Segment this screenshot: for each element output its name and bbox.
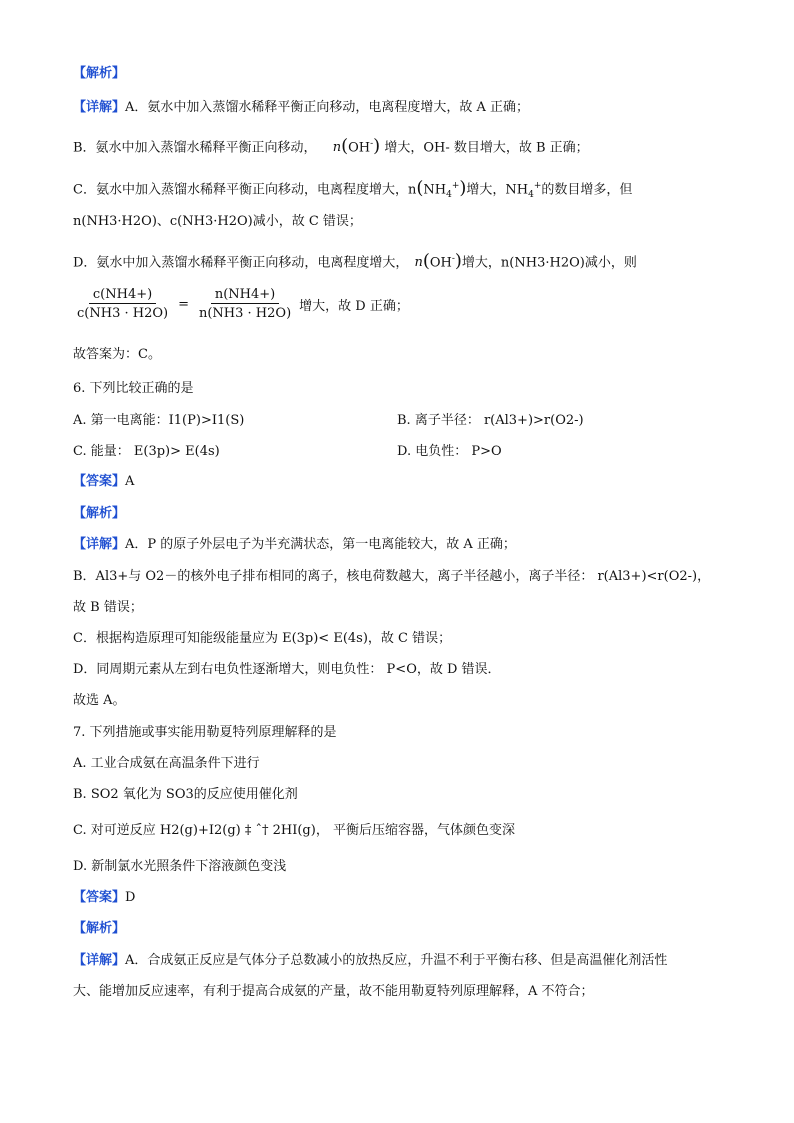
q5-detail-b-pre: B．氨水中加入蒸馏水稀释平衡正向移动， [73,140,317,156]
fraction-c [73,287,172,321]
q6-analysis-label: 【解析】 [73,506,126,521]
q5-detail-d1-pre: D．氨水中加入蒸馏水稀释平衡正向移动，电离程度增大， [73,255,409,271]
q5-detail-d1-post: 增大，n(NH3·H2O)减小，则 [461,255,637,271]
q5-detail-b: B．氨水中加入蒸馏水稀释平衡正向移动， n(OH-) 增大，OH- 数目增大，故 B 正确； [73,135,589,157]
q5-detail-c1-post: 的数目增多，但 [541,182,633,198]
q5-detail-d1: D．氨水中加入蒸馏水稀释平衡正向移动，电离程度增大， n(OH-)增大，n(NH3·H2O)减小，则 [73,250,637,272]
q7-answer-value: D [125,890,136,905]
q7-stem: 7. 下列措施或事实能用勒夏特列原理解释的是 [73,725,337,740]
equals-sign: = [178,296,189,312]
q6-option-b: B. 离子半径： r(Al3+)>r(O2-) [397,413,584,428]
q5-detail-d2-post: 增大，故 D 正确； [299,298,409,314]
detail-label: 【详解】 [73,953,126,968]
analysis-label: 【解析】 [73,66,126,81]
q5-detail-c1-sup2: + [533,181,542,191]
q5-conclusion: 故答案为：C。 [73,347,161,362]
q5-detail-b-ion: OH [348,140,371,156]
q5-detail-a-text: A．氨水中加入蒸馏水稀释平衡正向移动，电离程度增大，故 A 正确； [125,100,530,115]
fraction-n-denominator: n(NH3 · H2O) [198,306,292,321]
q6-option-c: C. 能量： E(3p)> E(4s) [73,444,220,459]
q7-detail-a1-text: A．合成氨正反应是气体分子总数减小的放热反应，升温不利于平衡右移、但是高温催化剂活性 [125,953,668,968]
q6-detail-a [73,536,516,554]
q6-option-a: A. 第一电离能：I1(P)>I1(S) [73,413,245,428]
q5-detail-c1: C．氨水中加入蒸馏水稀释平衡正向移动，电离程度增大，$n(NH_4^+)$增大，$NH_4^+$的数目增多，但 [73,177,633,200]
detail-label: 【详解】 [73,537,126,552]
q6-detail-a-text: A．P 的原子外层电子为半充满状态，第一电离能较大，故 A 正确； [125,537,516,552]
q7-detail-a1 [73,952,667,970]
q5-detail-c1-ion2: NH [505,182,529,198]
q5-detail-c2: n(NH3·H2O)、c(NH3·H2O)减小，故 C 错误； [73,214,362,229]
q7-detail-a2: 大、能增加反应速率，有利于提高合成氨的产量，故不能用勒夏特列原理解释，A 不符合； [73,984,594,999]
fraction-n-numerator: n(NH4+) [211,287,279,304]
answer-label: 【答案】 [73,474,126,489]
q6-detail-b2: 故 B 错误； [73,600,143,615]
q7-option-a: A. 工业合成氨在高温条件下进行 [73,756,260,771]
answer-label: 【答案】 [73,890,126,905]
q6-detail-b1: B．Al3+与 O2－的核外电子排布相同的离子，核电荷数越大，离子半径越小，离子半径： r(Al3+)<r(O2-)， [73,569,711,584]
q5-detail-c1-mid: 增大， [466,182,506,198]
q5-detail-c1-sub2: 4 [528,189,534,200]
q5-detail-d1-n: n [414,255,423,271]
q7-analysis-label: 【解析】 [73,921,126,936]
q5-detail-c1-ion: NH [423,182,447,198]
q5-detail-b-post: 增大，OH- 数目增大，故 B 正确； [384,140,589,156]
q5-detail-b-n: n [332,140,342,156]
q7-answer [73,889,135,907]
q5-detail-a [73,99,529,117]
q5-detail-c1-sub: 4 [446,189,452,200]
q6-detail-c: C．根据构造原理可知能级能量应为 E(3p)< E(4s)，故 C 错误； [73,631,452,646]
q5-fraction-equation [73,287,409,321]
q6-detail-d: D．同周期元素从左到右电负性逐渐增大，则电负性： P<O，故 D 错误． [73,662,501,677]
detail-label: 【详解】 [73,100,126,115]
q5-detail-c1-pre: C．氨水中加入蒸馏水稀释平衡正向移动，电离程度增大，n [73,182,417,198]
fraction-c-denominator: c(NH3 · H2O) [77,306,169,321]
q7-option-c: C. 对可逆反应 H2(g)+I2(g) ‡ ˆ† 2HI(g)， 平衡后压缩容器，气体颜色变深 [73,823,515,838]
q5-detail-b-ion-sup: - [370,139,374,149]
q7-option-b: B. SO2 氧化为 SO3的反应使用催化剂 [73,787,298,802]
q6-conclusion: 故选 A。 [73,693,126,708]
q5-detail-d1-sup: - [451,254,455,264]
q6-answer [73,473,134,491]
q6-option-d: D. 电负性： P>O [397,444,502,459]
q7-option-d: D. 新制氯水光照条件下溶液颜色变浅 [73,859,287,874]
fraction-c-numerator: c(NH4+) [89,287,156,304]
fraction-n [195,287,295,321]
q5-detail-c1-sup: + [451,181,460,191]
q6-stem: 6. 下列比较正确的是 [73,381,194,396]
q6-answer-value: A [125,474,135,489]
q5-detail-d1-ion: OH [429,255,452,271]
